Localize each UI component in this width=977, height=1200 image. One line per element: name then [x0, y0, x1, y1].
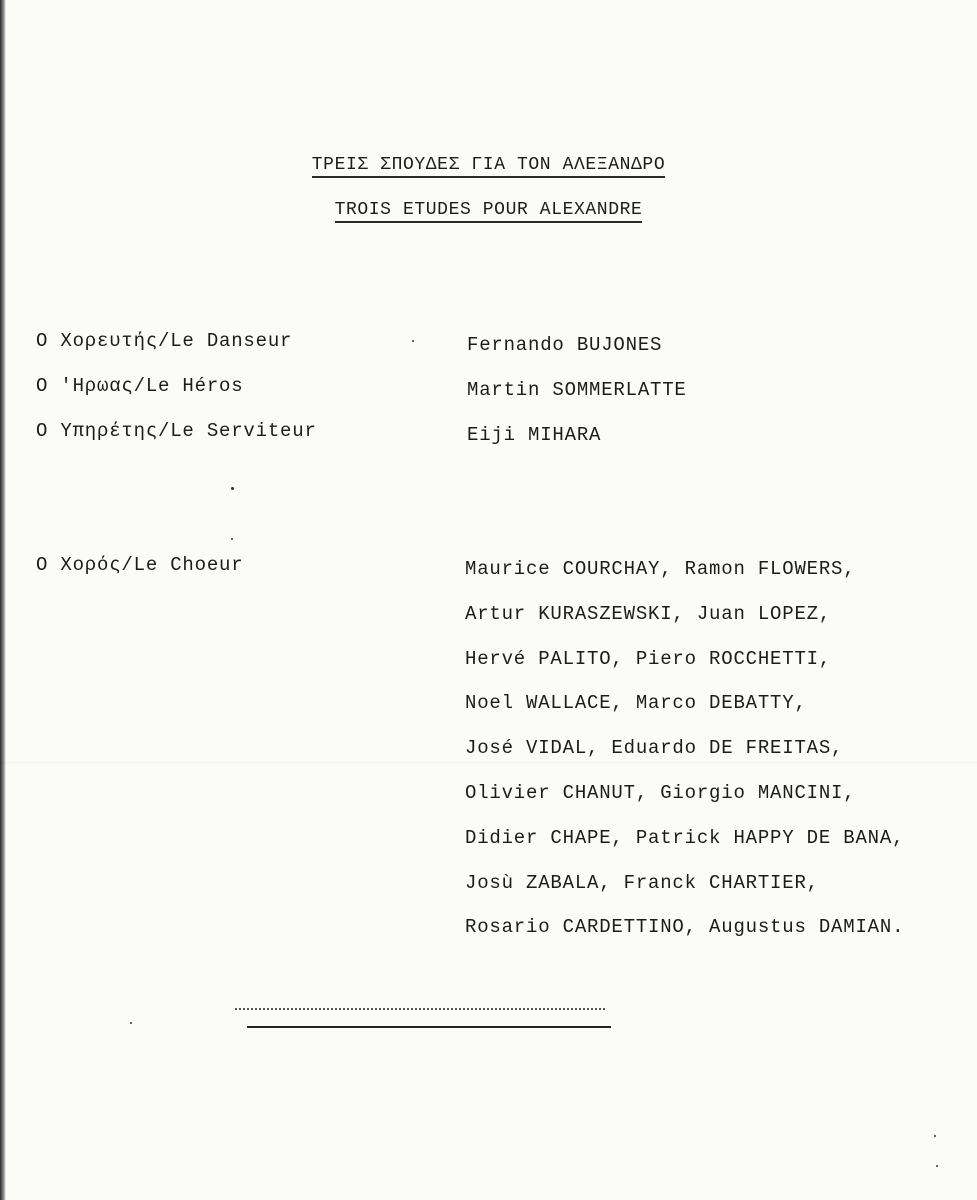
chorus-line: José VIDAL, Eduardo DE FREITAS, — [465, 737, 844, 760]
title-greek-text: ΤΡΕΙΣ ΣΠΟΥΔΕΣ ΓΙΑ ΤΟΝ ΑΛΕΞΑΝΔΡΟ — [312, 155, 665, 178]
title-french — [0, 200, 977, 220]
ink-speck — [231, 487, 234, 490]
ink-speck — [130, 1022, 132, 1024]
ink-speck — [412, 340, 414, 342]
chorus-line: Artur KURASZEWSKI, Juan LOPEZ, — [465, 602, 832, 625]
role-hero: Ο 'Ηρωας/Le Héros — [36, 375, 244, 397]
ink-speck — [231, 538, 233, 540]
actor-hero: Martin SOMMERLATTE — [467, 379, 687, 401]
role-servant: Ο Υπηρέτης/Le Serviteur — [36, 420, 317, 442]
chorus-line: Hervé PALITO, Piero ROCCHETTI, — [465, 647, 832, 670]
chorus-line: Rosario CARDETTINO, Augustus DAMIAN. — [465, 916, 905, 939]
ink-speck — [934, 1135, 936, 1137]
actor-servant: Eiji MIHARA — [467, 424, 602, 446]
dotted-separator — [235, 1008, 605, 1010]
role-chorus: Ο Χορός/Le Choeur — [36, 554, 244, 576]
title-greek — [0, 155, 977, 175]
chorus-line: Didier CHAPE, Patrick HAPPY DE BANA, — [465, 826, 905, 849]
title-french-text: TROIS ETUDES POUR ALEXANDRE — [335, 200, 643, 223]
actor-dancer: Fernando BUJONES — [467, 334, 663, 356]
scan-edge-shadow — [0, 0, 6, 1200]
chorus-line: Maurice COURCHAY, Ramon FLOWERS, — [465, 558, 856, 580]
chorus-line: Olivier CHANUT, Giorgio MANCINI, — [465, 781, 856, 804]
ink-speck — [936, 1165, 938, 1167]
role-dancer: Ο Χορευτής/Le Danseur — [36, 330, 293, 352]
solid-separator — [247, 1026, 611, 1028]
chorus-line: Josù ZABALA, Franck CHARTIER, — [465, 871, 819, 894]
chorus-line: Noel WALLACE, Marco DEBATTY, — [465, 692, 807, 715]
chorus-members-list — [465, 558, 904, 961]
